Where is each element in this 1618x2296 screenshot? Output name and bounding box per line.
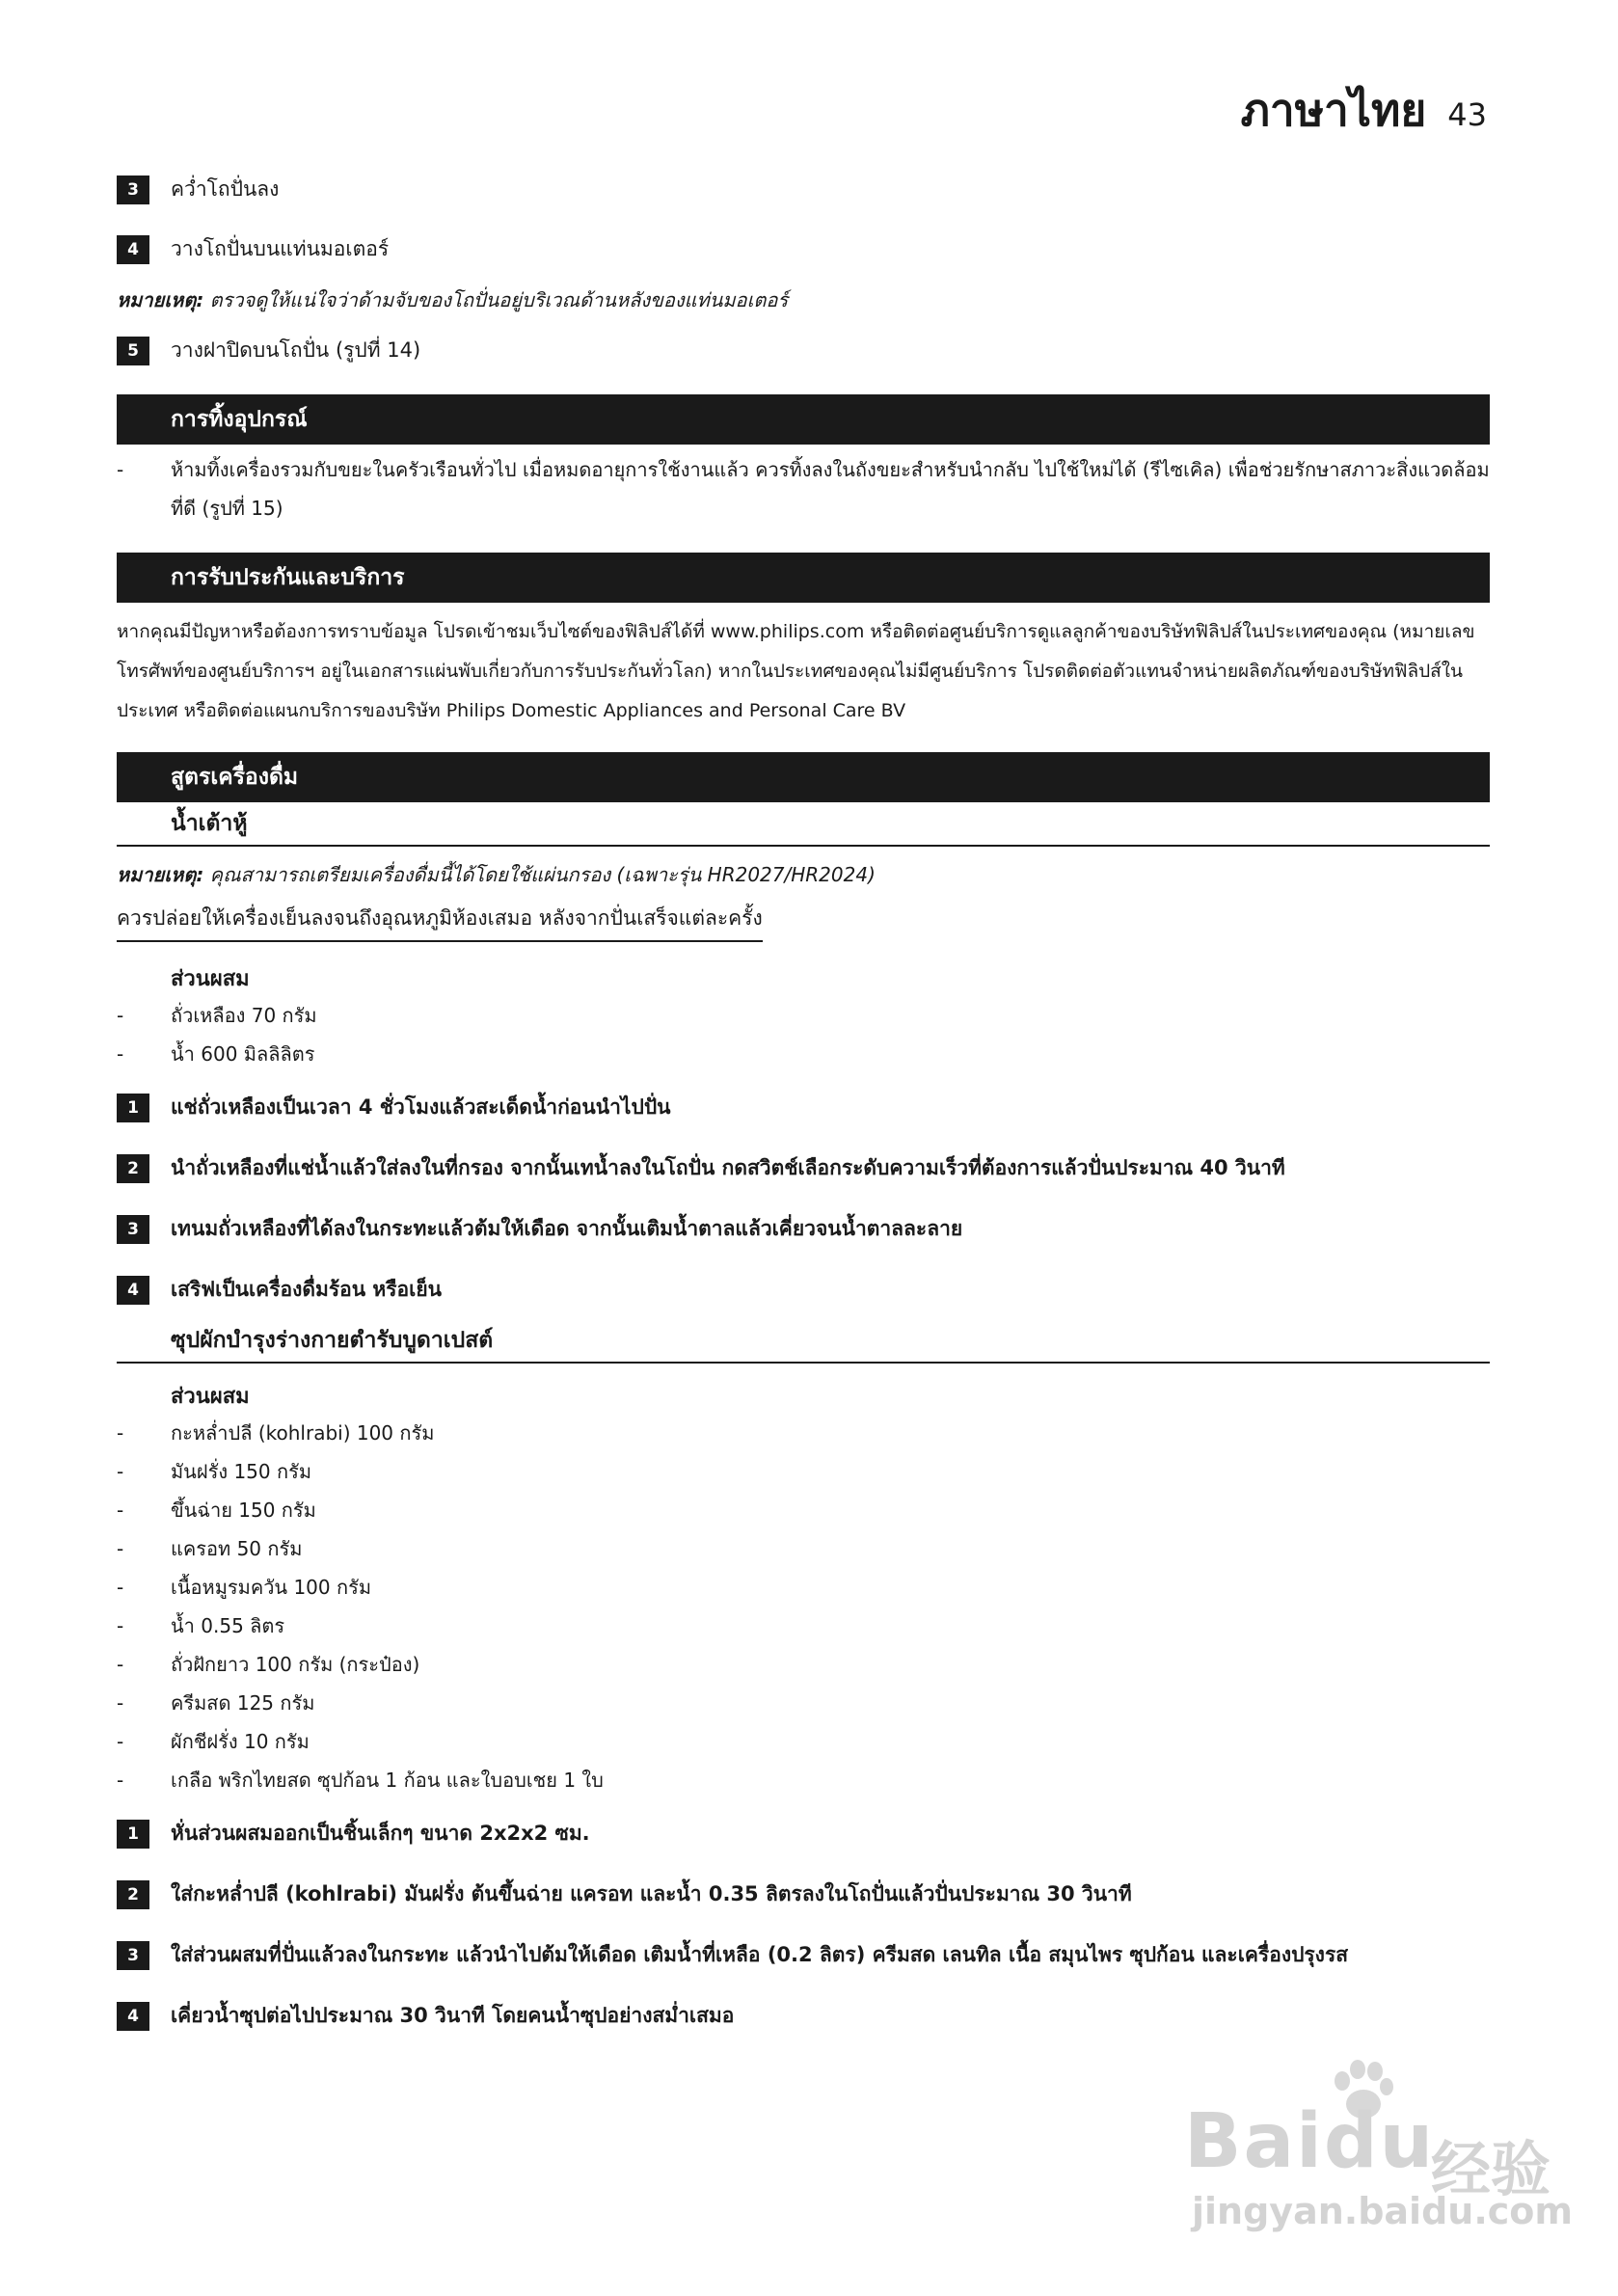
language-title: ภาษาไทย — [1240, 84, 1427, 136]
watermark-cn: 经验 — [1430, 2134, 1551, 2204]
section-recipes-heading: สูตรเครื่องดื่ม — [117, 752, 1490, 802]
ingredient-item: - แครอท 50 กรัม — [117, 1537, 303, 1560]
ingredient-item: - น้ำ 600 มิลลิลิตร — [117, 1042, 315, 1066]
ingredient-item: - ถั่วฝักยาว 100 กรัม (กระป๋อง) — [117, 1653, 420, 1676]
warranty-paragraph: หากคุณมีปัญหาหรือต้องการทราบข้อมูล โปรดเข้าชมเว็บไซต์ของฟิลิปส์ได้ที่ www.philips.com หรือติดต่อศูนย์บริการดูแลลูกค้าของบริษัทฟิลิปส์ในประเทศของคุณ (หมายเลขโทรศัพท์ของศูนย์บริการฯ อยู่ในเอกสารแผ่นพับเกี่ยวกับการรับประกันทั่วโลก) หากในประเทศของคุณไม่มีศูนย์บริการ โปรดติดต่อตัวแทนจำหน่ายผลิตภัณฑ์ของบริษัทฟิลิปส์ในประเทศ หรือติดต่อแผนกบริการของบริษัท Philips Domestic Appliances and Personal Care BV — [117, 621, 1475, 721]
ingredient-item: - ถั่วเหลือง 70 กรัม — [117, 1004, 317, 1027]
ingredient-item: - เนื้อหมูรมควัน 100 กรัม — [117, 1576, 372, 1599]
ingredient-item: - ครีมสด 125 กรัม — [117, 1691, 315, 1715]
step-4-place-jar: 4 วางโถปั่นบนแท่นมอเตอร์ — [117, 233, 1490, 265]
soup-step-3: 3 ใส่ส่วนผสมที่ปั่นแล้วลงในกระทะ แล้วนำไปต้มให้เดือด เติมน้ำที่เหลือ (0.2 ลิตร) ครีมสด เลนทิล เนื้อ สมุนไพร ซุปก้อน และเครื่องปรุงรส — [117, 1939, 1490, 1971]
ingredient-item: - น้ำ 0.55 ลิตร — [117, 1614, 285, 1637]
step-3-invert-jar: 3 คว่ำโถปั่นลง — [117, 174, 1490, 205]
section-disposal-heading: การทิ้งอุปกรณ์ — [117, 394, 1490, 445]
soy-step-1: 1 แช่ถั่วเหลืองเป็นเวลา 4 ชั่วโมงแล้วสะเด็ดน้ำก่อนนำไปปั่น — [117, 1092, 1490, 1123]
ingredient-item: - ผักชีฝรั่ง 10 กรัม — [117, 1730, 310, 1753]
section-warranty-heading: การรับประกันและบริการ — [117, 553, 1490, 603]
note-handle: หมายเหตุ: ตรวจดูให้แน่ใจว่าด้ามจับของโถปั่นอยู่บริเวณด้านหลังของแท่นมอเตอร์ — [117, 288, 789, 311]
page-number: 43 — [1447, 96, 1487, 133]
page-header — [1241, 75, 1487, 146]
baidu-watermark — [1184, 2060, 1573, 2243]
soy-ingredients-heading: ส่วนผสม — [171, 966, 250, 991]
soy-note: หมายเหตุ: คุณสามารถเตรียมเครื่องดื่มนี้ได้โดยใช้แผ่นกรอง (เฉพาะรุ่น HR2027/HR2024) — [117, 863, 876, 886]
soy-step-3: 3 เทนมถั่วเหลืองที่ได้ลงในกระทะแล้วต้มให้เดือด จากนั้นเติมน้ำตาลแล้วเคี่ยวจนน้ำตาลละลาย — [117, 1213, 1490, 1245]
disposal-bullet: - ห้ามทิ้งเครื่องรวมกับขยะในครัวเรือนทั่วไป เมื่อหมดอายุการใช้งานแล้ว ควรทิ้งลงในถังขยะสำหรับนำกลับ ไปใช้ใหม่ได้ (รีไซเคิล) เพื่อช่วยรักษาสภาวะสิ่งแวดล้อมที่ดี (รูปที่ 15) — [117, 458, 1490, 520]
soup-heading: ซุปผักบำรุงร่างกายตำรับบูดาเปสต์ — [117, 1319, 1490, 1364]
watermark-url: jingyan.baidu.com — [1192, 2190, 1573, 2232]
soup-step-4: 4 เคี่ยวน้ำซุปต่อไปประมาณ 30 วินาที โดยคนน้ำซุปอย่างสม่ำเสมอ — [117, 2000, 1490, 2032]
soy-milk-heading: น้ำเต้าหู้ — [117, 802, 1490, 847]
ingredient-item: - กะหล่ำปลี (kohlrabi) 100 กรัม — [117, 1421, 435, 1445]
soy-step-2: 2 นำถั่วเหลืองที่แช่น้ำแล้วใส่ลงในที่กรอง จากนั้นเทน้ำลงในโถปั่น กดสวิตช์เลือกระดับความเร็วที่ต้องการแล้วปั่นประมาณ 40 วินาที — [117, 1152, 1490, 1184]
page-content — [117, 164, 1490, 2032]
cool-down-note: ควรปล่อยให้เครื่องเย็นลงจนถึงอุณหภูมิห้องเสมอ หลังจากปั่นเสร็จแต่ละครั้ง — [117, 903, 763, 942]
step-5-place-lid: 5 วางฝาปิดบนโถปั่น (รูปที่ 14) — [117, 335, 1490, 366]
ingredient-item: - มันฝรั่ง 150 กรัม — [117, 1460, 312, 1483]
ingredient-item: - ขึ้นฉ่าย 150 กรัม — [117, 1499, 316, 1522]
soup-step-1: 1 หั่นส่วนผสมออกเป็นชิ้นเล็กๆ ขนาด 2x2x2 ซม. — [117, 1818, 1490, 1850]
soy-step-4: 4 เสริฟเป็นเครื่องดื่มร้อน หรือเย็น — [117, 1274, 1490, 1306]
soup-step-2: 2 ใส่กะหล่ำปลี (kohlrabi) มันฝรั่ง ต้นขึ้นฉ่าย แครอท และน้ำ 0.35 ลิตรลงในโถปั่นแล้วปั่นประมาณ 30 วินาที — [117, 1878, 1490, 1910]
ingredient-item: - เกลือ พริกไทยสด ซุปก้อน 1 ก้อน และใบอบเชย 1 ใบ — [117, 1769, 604, 1792]
soup-ingredients-heading: ส่วนผสม — [171, 1384, 250, 1409]
watermark-logo: Baidu — [1184, 2098, 1436, 2185]
